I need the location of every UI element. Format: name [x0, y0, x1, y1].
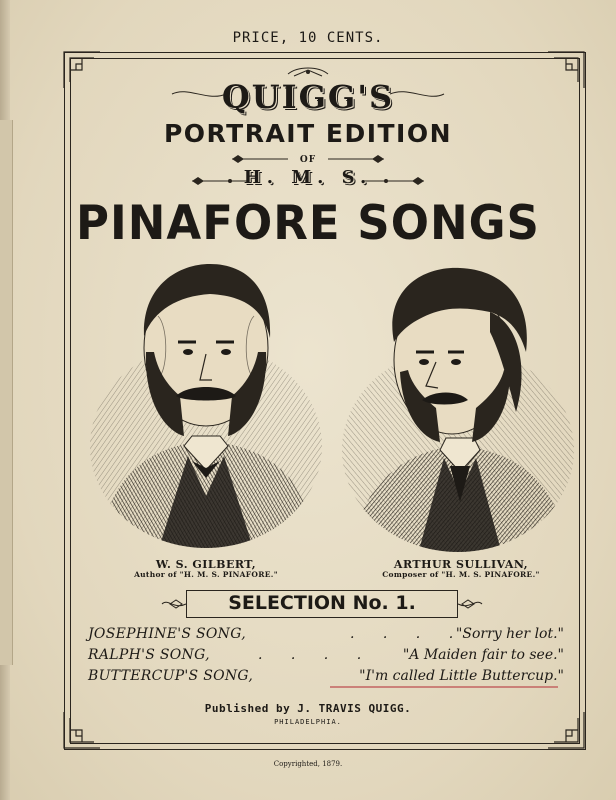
- gilbert-name: W. S. GILBERT,: [155, 558, 257, 571]
- song-title: JOSEPHINE'S SONG,: [88, 626, 246, 642]
- song-first-line: "Sorry her lot.": [455, 626, 564, 642]
- copyright-notice: Copyrighted, 1879.: [273, 760, 343, 768]
- selection-heading: SELECTION No. 1.: [228, 592, 416, 614]
- song-leader-dots: . . . .: [350, 626, 466, 642]
- corner-ornament-bottom-left: [62, 710, 102, 750]
- song-title: BUTTERCUP'S SONG,: [88, 668, 254, 684]
- sullivan-name: ARTHUR SULLIVAN,: [393, 558, 529, 571]
- song-first-line: "I'm called Little Buttercup.": [359, 668, 564, 684]
- ship-heading: H. M. S.: [243, 167, 373, 188]
- song-first-line: "A Maiden fair to see.": [402, 647, 564, 663]
- sullivan-role: Composer of "H. M. S. PINAFORE.": [382, 570, 540, 579]
- main-title: PINAFORE SONGS: [76, 194, 540, 251]
- of-text: OF: [299, 155, 317, 165]
- song-title: RALPH'S SONG,: [88, 647, 210, 663]
- portrait-sullivan: [340, 262, 575, 554]
- edition-heading: PORTRAIT EDITION: [163, 119, 453, 148]
- selection-ornament-left: [160, 596, 188, 612]
- gilbert-role: Author of "H. M. S. PINAFORE.": [134, 570, 278, 579]
- song-list-item: [88, 668, 564, 686]
- song-list-item: [88, 647, 564, 665]
- portrait-gilbert: [88, 256, 323, 551]
- corner-ornament-bottom-right: [546, 710, 586, 750]
- pencil-underline: [330, 686, 558, 688]
- song-list-item: [88, 626, 564, 644]
- publisher-city: PHILADELPHIA.: [274, 718, 342, 726]
- price-label: PRICE, 10 CENTS.: [232, 30, 384, 46]
- publisher-brand-heading: QUIGG'S: [221, 78, 395, 116]
- song-leader-dots: . . . .: [258, 647, 374, 663]
- publisher-line: Published by J. TRAVIS QUIGG.: [204, 702, 412, 715]
- selection-ornament-right: [456, 596, 484, 612]
